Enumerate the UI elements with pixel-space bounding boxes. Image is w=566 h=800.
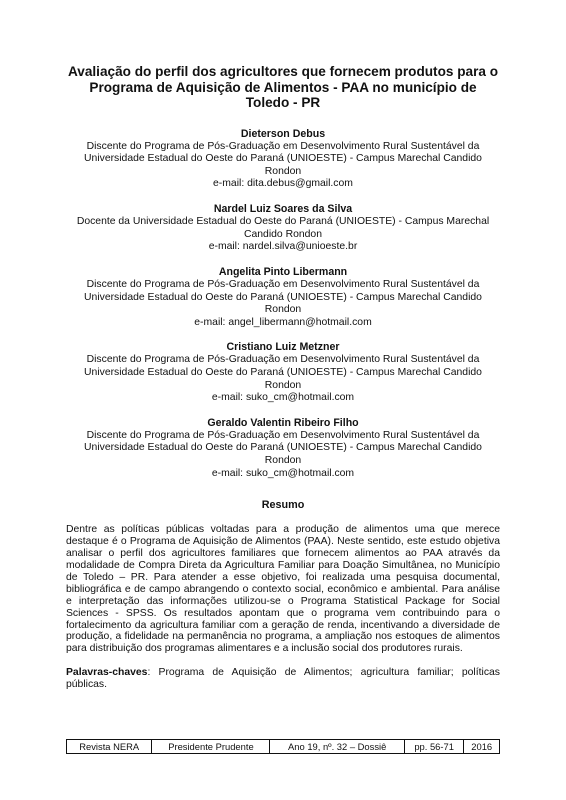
author-name: Angelita Pinto Libermann xyxy=(218,265,348,278)
abstract-text: Dentre as políticas públicas voltadas para a produção de alimentos uma que merece destaque é o Programa de Aquisição de Alimentos (PAA). Neste sentido, este estudo objetiva analisar o perfil dos agricultores familiares que fornecem alimentos ao PAA através da modalidade de Compra Direta da Agricultura Familiar para Doação Simultânea, no Município de Toledo – PR. Para atender a esse objetivo, foi realizada uma pesquisa documental, bibliográfica e de campo abrangendo o contexto social, econômico e ambiental. Para análise e interpretação das informações utilizou-se o Programa Statistical Package for Social Sciences - SPSS. Os resultados apontam que o programa vem contribuindo para o fortalecimento da agricultura familiar com a geração de renda, incentivando a diversidade de produção, a fidelidade na permanência no programa, a ampliação nos estoques de alimentos para distribuição dos programas alimentares e a inclusão social dos produtores rurais. xyxy=(66,524,500,655)
author-email: e-mail: angel_libermann@hotmail.com xyxy=(194,316,372,328)
author-name: Nardel Luiz Soares da Silva xyxy=(213,202,353,215)
author-block xyxy=(66,417,500,480)
author-name: Geraldo Valentin Ribeiro Filho xyxy=(207,416,359,429)
author-block xyxy=(66,128,500,191)
author-name: Dieterson Debus xyxy=(240,127,326,140)
author-affiliation: Discente do Programa de Pós-Graduação em Desenvolvimento Rural Sustentável da Universidade Estadual do Oeste do Paraná (UNIOESTE) - Campus Marechal Candido Rondon xyxy=(84,140,482,177)
author-list xyxy=(66,128,500,481)
author-block xyxy=(66,266,500,329)
footer-year: 2016 xyxy=(464,740,500,754)
footer-city: Presidente Prudente xyxy=(152,740,270,754)
author-email: e-mail: nardel.silva@unioeste.br xyxy=(208,241,358,253)
abstract-heading: Resumo xyxy=(261,499,305,512)
author-block xyxy=(66,203,500,254)
journal-footer xyxy=(66,739,500,754)
author-email: e-mail: suko_cm@hotmail.com xyxy=(211,467,355,479)
article-page xyxy=(66,64,500,701)
author-name: Cristiano Luiz Metzner xyxy=(226,341,340,354)
keywords xyxy=(66,667,500,691)
footer-issue: Ano 19, nº. 32 – Dossiê xyxy=(270,740,404,754)
footer-journal: Revista NERA xyxy=(67,740,152,754)
keywords-label: Palavras-chaves xyxy=(66,667,148,679)
author-affiliation: Discente do Programa de Pós-Graduação em Desenvolvimento Rural Sustentável da Universidade Estadual do Oeste do Paraná (UNIOESTE) - Campus Marechal Candido Rondon xyxy=(84,278,482,316)
author-block xyxy=(66,341,500,404)
author-affiliation: Discente do Programa de Pós-Graduação em Desenvolvimento Rural Sustentável da Universidade Estadual do Oeste do Paraná (UNIOESTE) - Campus Marechal Candido Rondon xyxy=(84,429,482,467)
author-email: e-mail: dita.debus@gmail.com xyxy=(213,178,353,190)
footer-pages: pp. 56-71 xyxy=(404,740,464,754)
article-title: Avaliação do perfil dos agricultores que fornecem produtos para o Programa de Aquisição de Alimentos - PAA no município de Toledo - PR xyxy=(67,64,499,110)
author-affiliation: Discente do Programa de Pós-Graduação em Desenvolvimento Rural Sustentável da Universidade Estadual do Oeste do Paraná (UNIOESTE) - Campus Marechal Candido Rondon xyxy=(84,354,482,391)
keywords-text: : Programa de Aquisição de Alimentos; agricultura familiar; políticas públicas. xyxy=(66,667,500,691)
author-email: e-mail: suko_cm@hotmail.com xyxy=(211,392,355,404)
author-affiliation: Docente da Universidade Estadual do Oeste do Paraná (UNIOESTE) - Campus Marechal Candido Rondon xyxy=(76,216,490,240)
